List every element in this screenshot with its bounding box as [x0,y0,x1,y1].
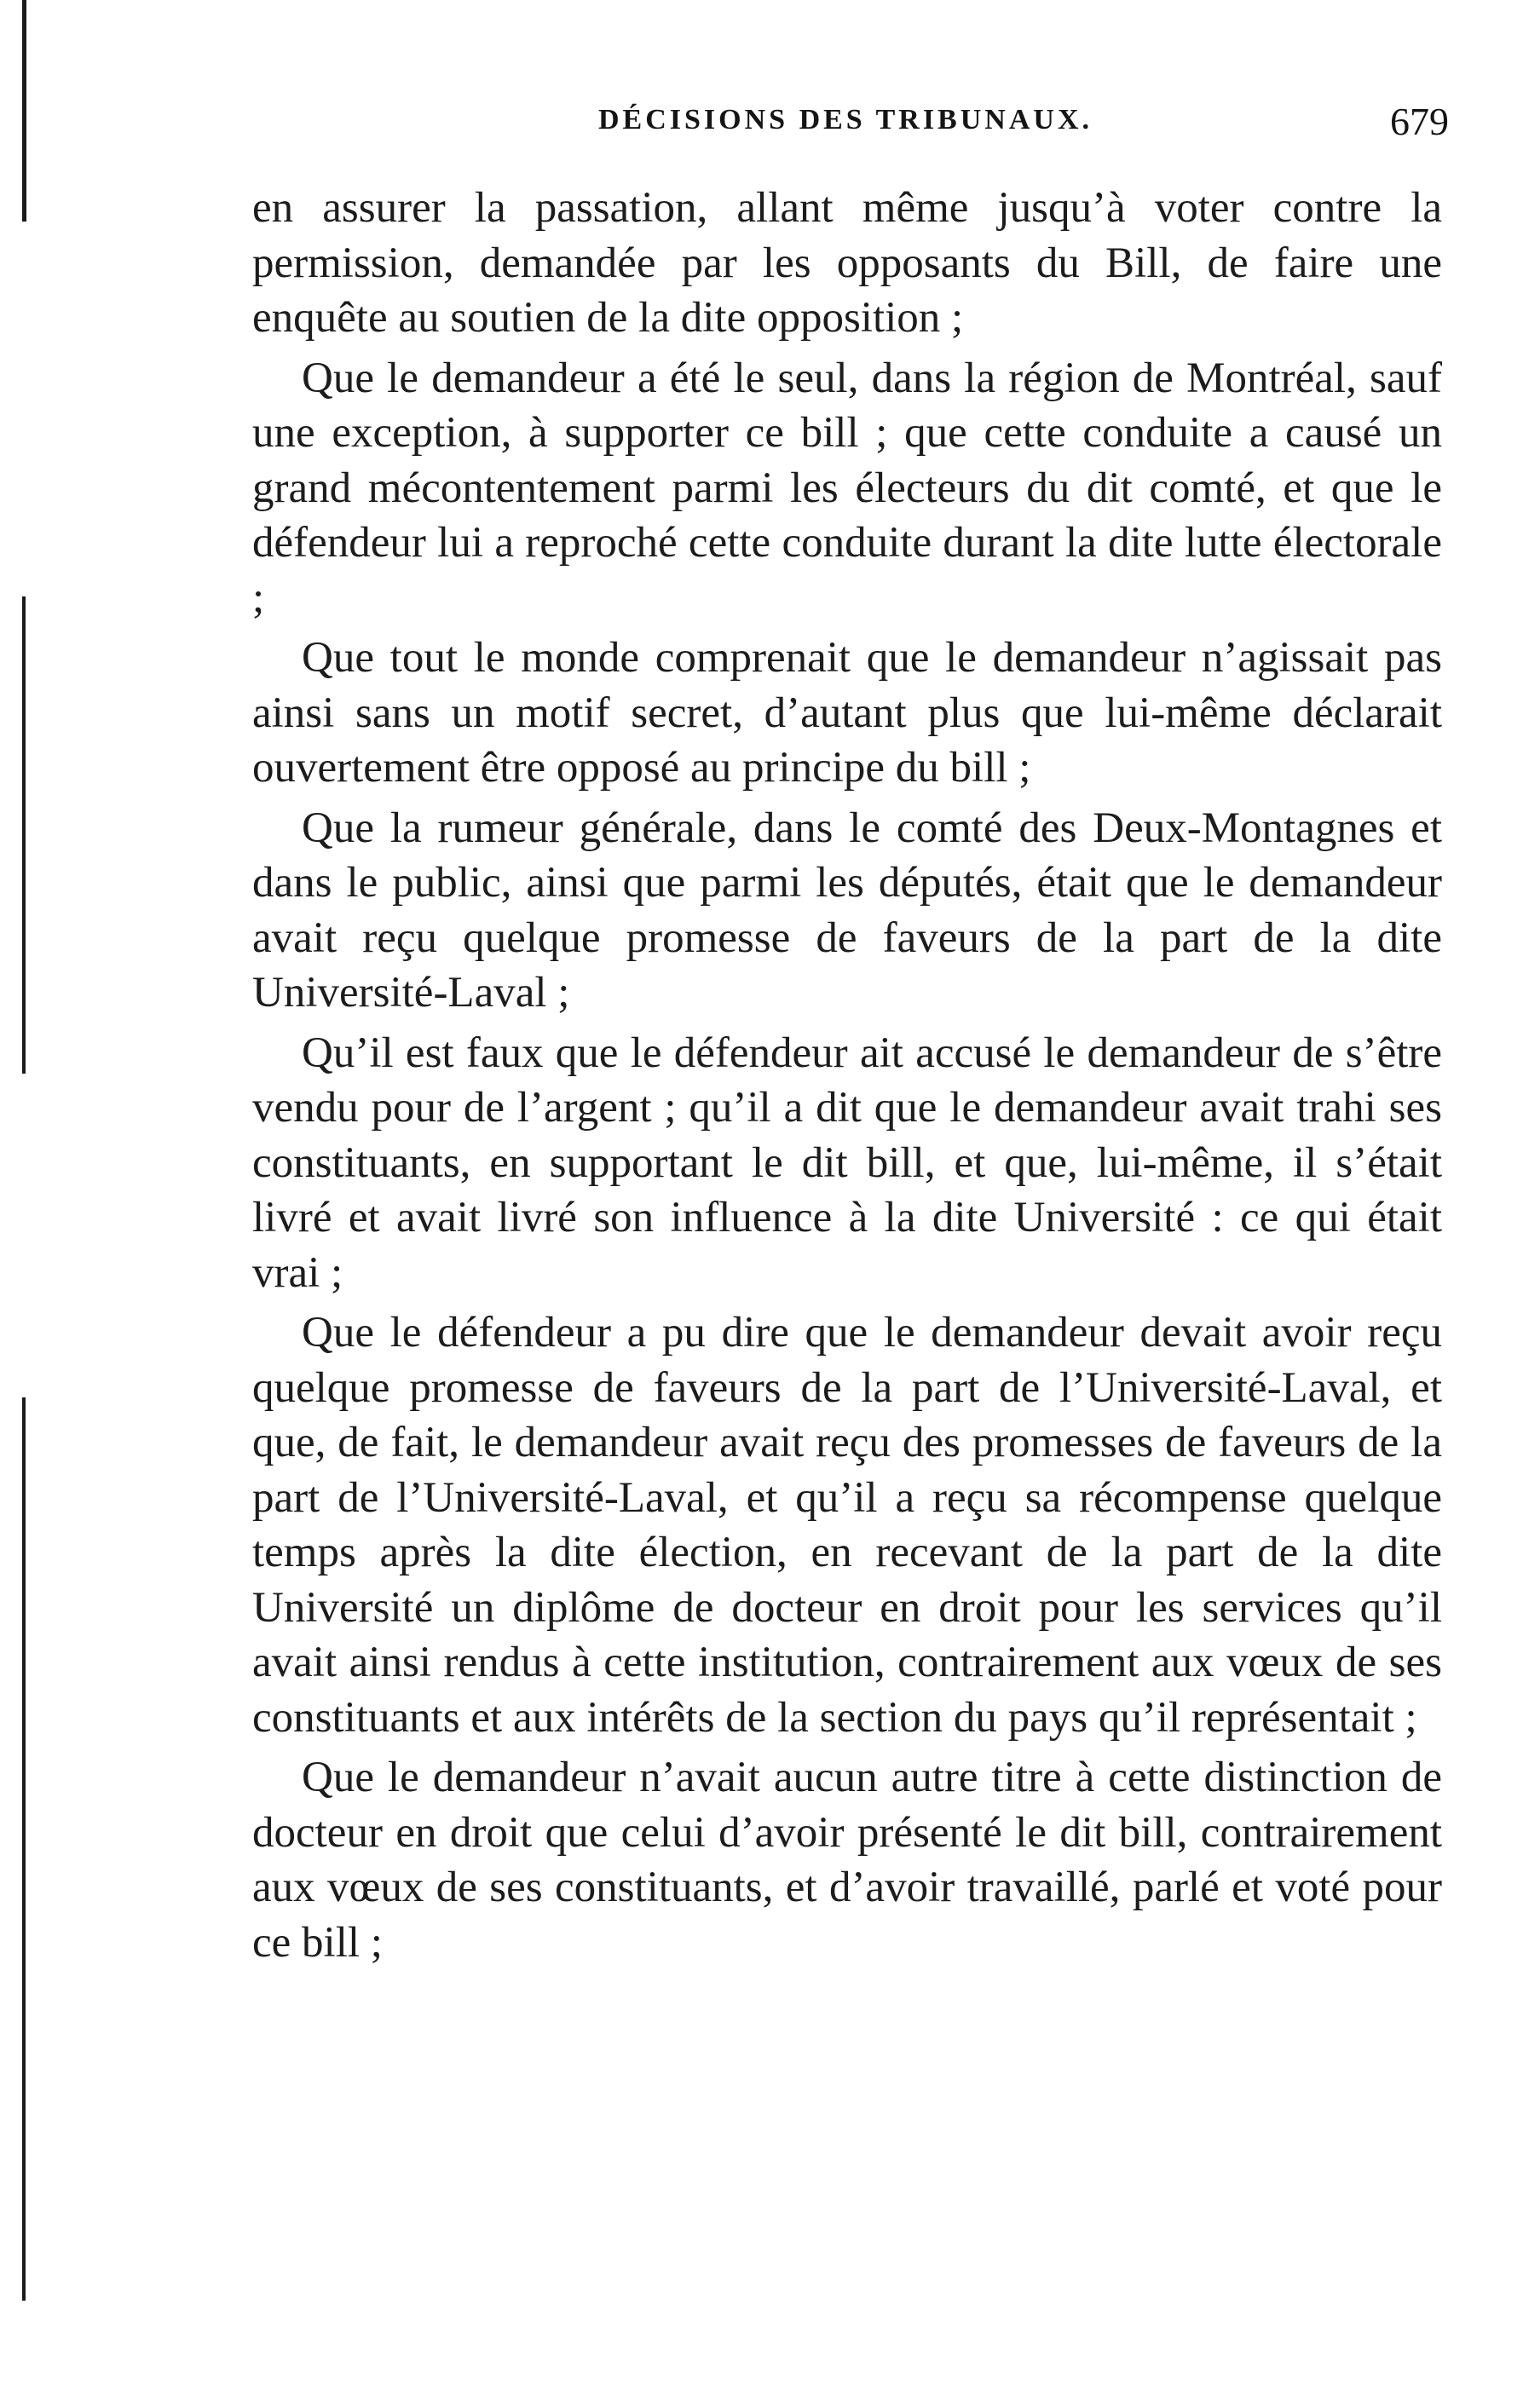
paragraph: Que le demandeur a été le seul, dans la région de Montréal, sauf une exception, à supporter ce bill ; que cette conduite a causé un grand mécontentement parmi les électeurs du dit comté, et que le défendeur lui a reproché cette conduite durant la dite lutte électorale ; [252,354,1442,622]
paragraph: en assurer la passation, allant même jusqu’à voter contre la permission, demandée par les opposants du Bill, de faire une enquête au soutien de la dite opposition ; [252,184,1442,342]
page-number: 679 [1390,100,1449,143]
running-head [256,100,1449,155]
binding-edge-mark [22,0,26,222]
binding-edge-mark [22,1397,26,2301]
body-text [252,181,1442,1970]
paragraph: Que le demandeur n’avait aucun autre titre à cette distinction de docteur en droit que celui d’avoir présenté le dit bill, contrairement aux vœux de ses constituants, et d’avoir travaillé, parlé et voté pour ce bill ; [252,1754,1442,1967]
paragraph: Que tout le monde comprenait que le demandeur n’agissait pas ainsi sans un motif secret, d’autant plus que lui-même déclarait ouvertement être opposé au principe du bill ; [252,634,1442,792]
binding-edge-mark [22,596,26,1074]
paragraph: Que le défendeur a pu dire que le demandeur devait avoir reçu quelque promesse de faveurs de la part de l’Université-Laval, et que, de fait, le demandeur avait reçu des promesses de faveurs de la part de l’Université-Laval, et qu’il a reçu sa récompense quelque temps après la dite élection, en recevant de la part de la dite Université un diplôme de docteur en droit pour les services qu’il avait ainsi rendus à cette institution, contrairement aux vœux de ses constituants et aux intérêts de la section du pays qu’il représentait ; [252,1309,1442,1742]
paragraph: Que la rumeur générale, dans le comté des Deux-Montagnes et dans le public, ainsi que parmi les députés, était que le demandeur avait reçu quelque promesse de faveurs de la part de la dite Université-Laval ; [252,804,1442,1017]
paragraph: Qu’il est faux que le défendeur ait accusé le demandeur de s’être vendu pour de l’argent ; qu’il a dit que le demandeur avait trahi ses constituants, en supportant le dit bill, et que, lui-même, il s’était livré et avait livré son influence à la dite Université : ce qui était vrai ; [252,1028,1442,1297]
running-title: DÉCISIONS DES TRIBUNAUX. [598,104,1093,135]
